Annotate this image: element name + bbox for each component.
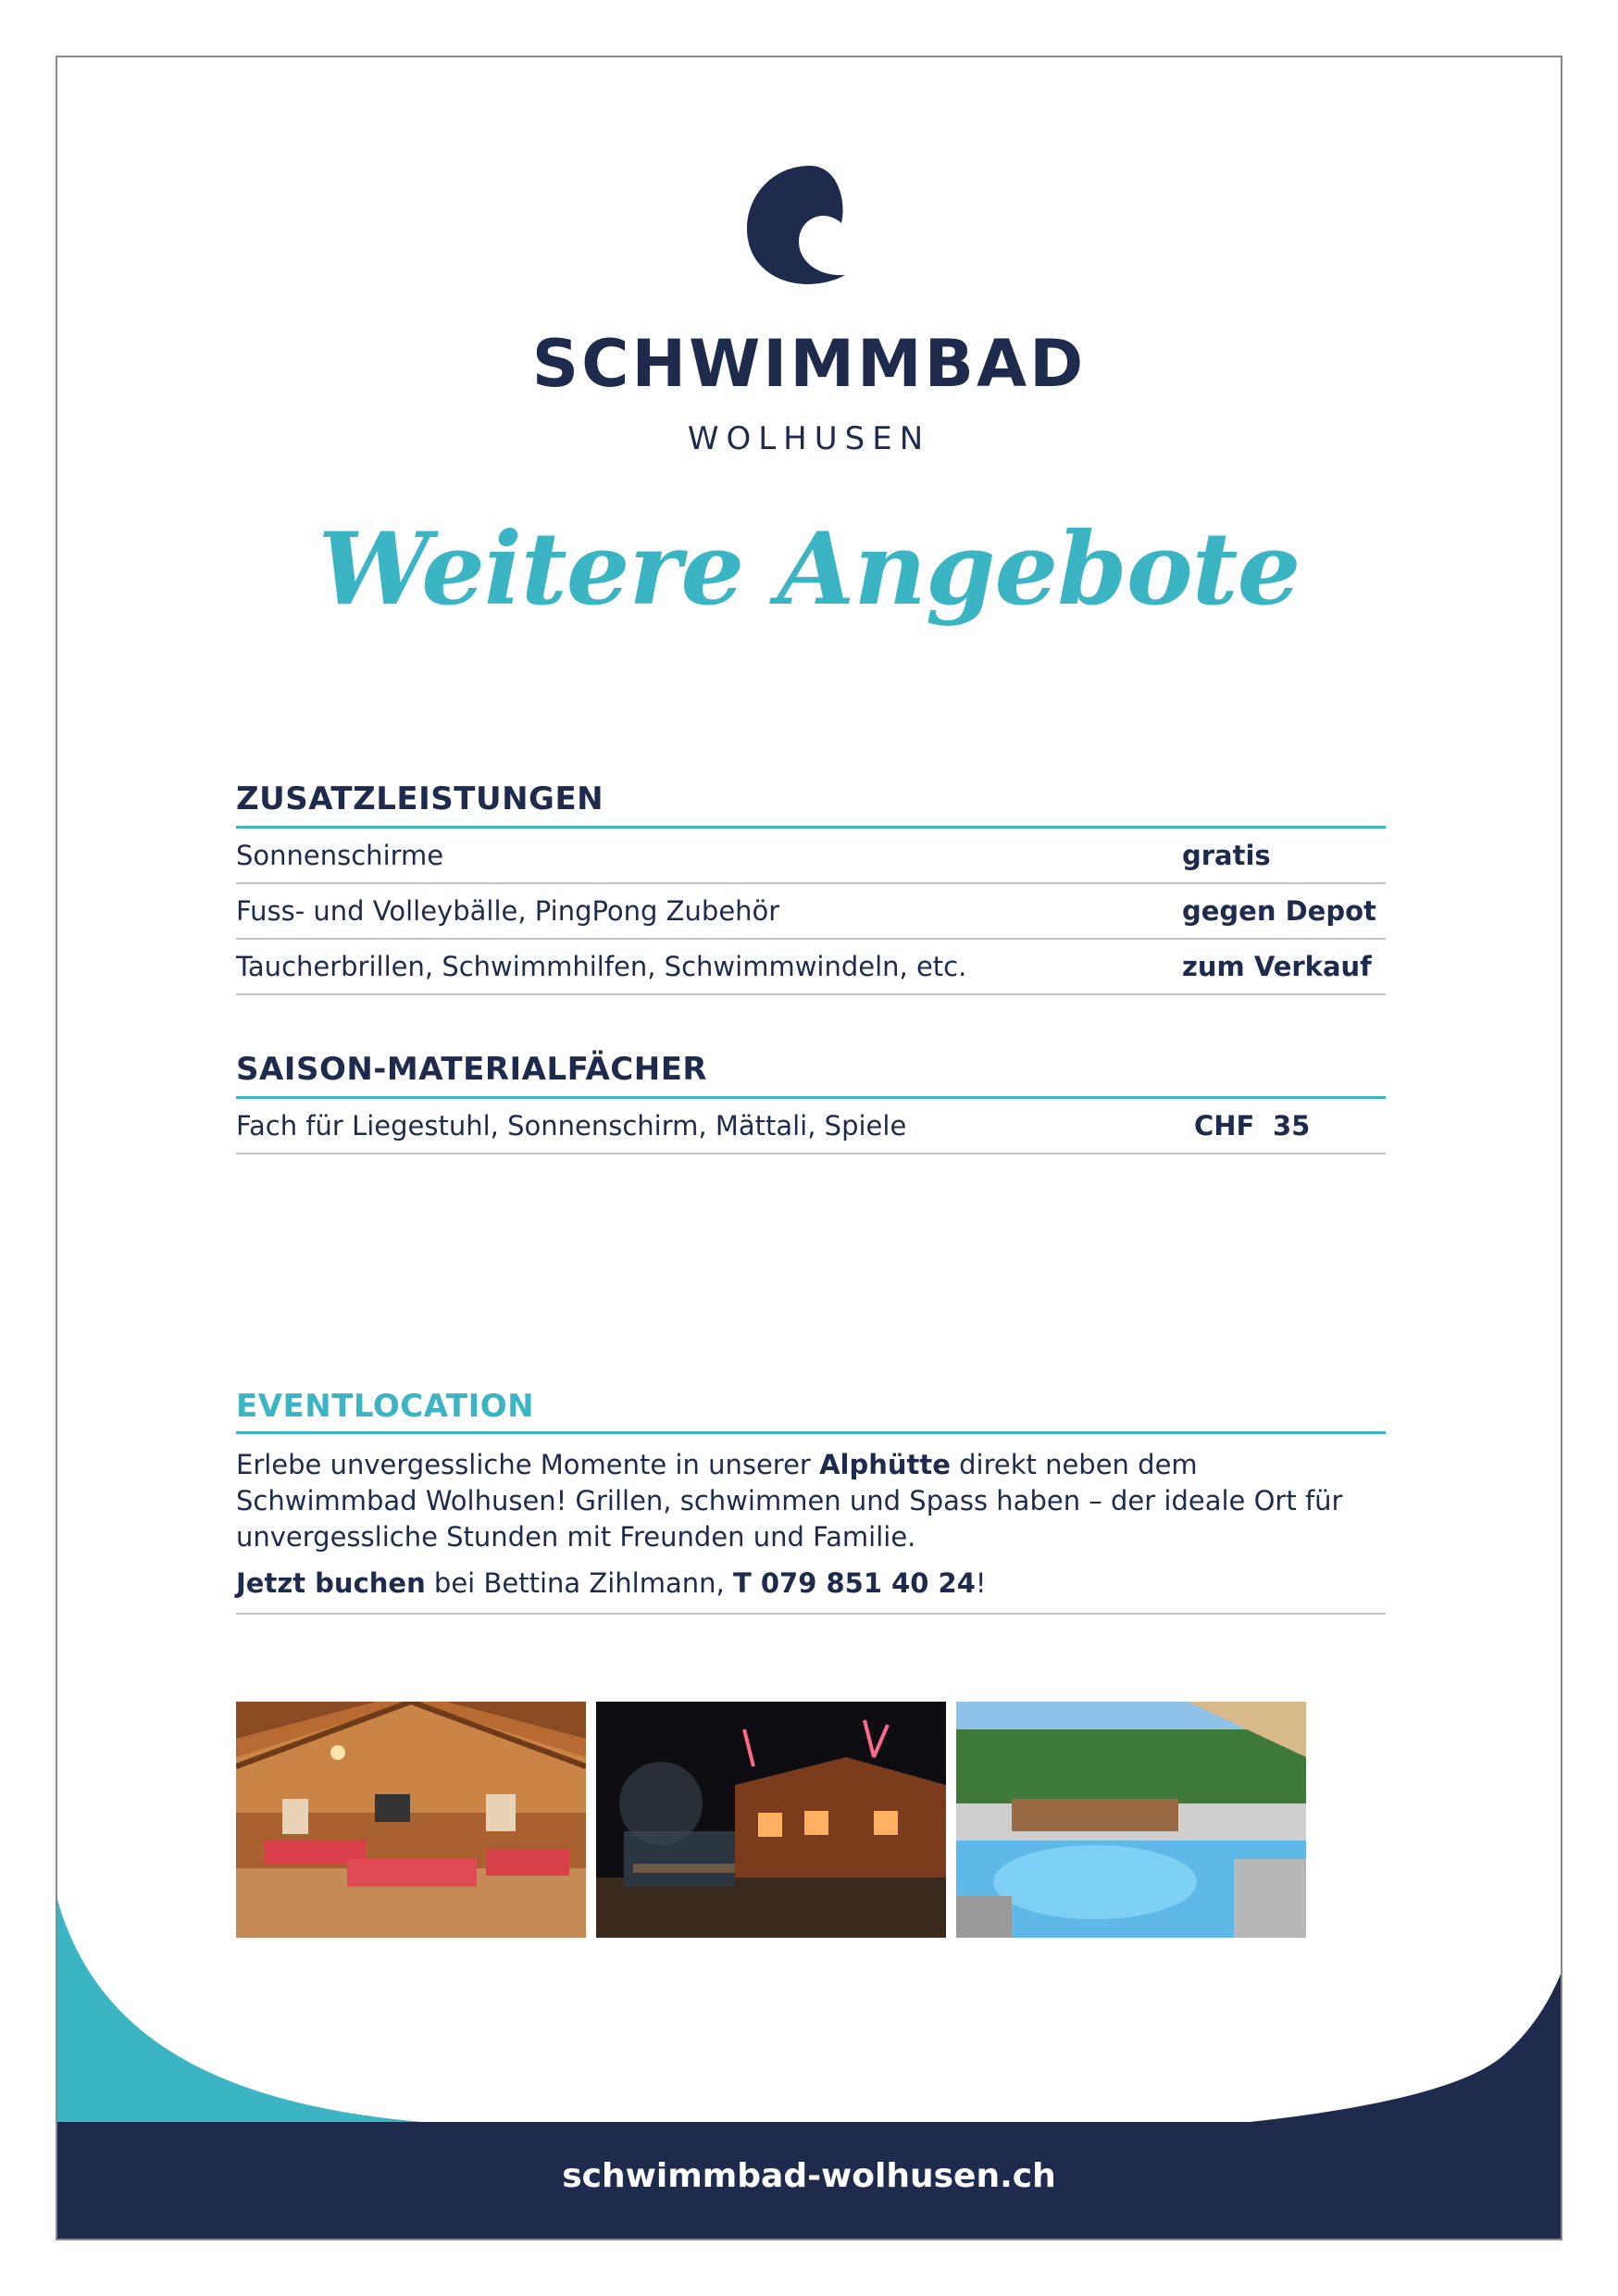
table-row — [236, 884, 1386, 940]
section-heading: ZUSATZLEISTUNGEN — [236, 780, 604, 817]
section-heading: SAISON-MATERIALFÄCHER — [236, 1051, 708, 1088]
event-text-bold: Alphütte — [819, 1449, 951, 1480]
row-label: Taucherbrillen, Schwimmhilfen, Schwimmwindeln, etc. — [236, 951, 967, 982]
section-saison-materialfaecher — [236, 1046, 1386, 1154]
booking-phone: T 079 851 40 24 — [732, 1567, 976, 1599]
brand-name: SCHWIMMBAD — [531, 326, 1087, 402]
row-label: Fuss- und Volleybälle, PingPong Zubehör — [236, 895, 780, 927]
row-label: Fach für Liegestuhl, Sonnenschirm, Mättali, Spiele — [236, 1110, 907, 1142]
row-currency: CHF — [1194, 1110, 1255, 1142]
booking-end: ! — [975, 1567, 987, 1599]
photo-alphuette-night — [596, 1702, 946, 1938]
booking-contact: bei Bettina Zihlmann, — [425, 1567, 733, 1599]
footer-bar — [57, 2122, 1561, 2240]
row-value: gegen Depot — [1182, 895, 1376, 927]
table-row — [236, 940, 1386, 995]
brand-subtitle: WOLHUSEN — [687, 420, 931, 457]
event-text: direkt neben dem Schwimmbad Wolhusen! Grillen, schwimmen und Spass haben – der ideale Ort für unvergessliche Stunden mit Freunden und Familie. — [236, 1449, 1343, 1553]
booking-line — [236, 1555, 1386, 1615]
website-link[interactable]: schwimmbad-wolhusen.ch — [562, 2157, 1056, 2195]
row-value: zum Verkauf — [1182, 951, 1372, 982]
page-frame — [56, 56, 1562, 2240]
table-row — [236, 829, 1386, 884]
section-heading: EVENTLOCATION — [236, 1388, 535, 1425]
row-amount: 35 — [1273, 1110, 1311, 1142]
table-row — [236, 1099, 1386, 1154]
wave-logo-icon — [745, 162, 847, 287]
section-zusatzleistungen — [236, 776, 1386, 995]
event-text: Erlebe unvergessliche Momente in unserer — [236, 1449, 820, 1480]
booking-call-to-action: Jetzt buchen — [236, 1567, 426, 1599]
row-label: Sonnenschirme — [236, 840, 444, 871]
row-value: gratis — [1182, 840, 1271, 871]
photo-alphuette-interior — [236, 1702, 586, 1938]
photo-pool-area — [956, 1702, 1306, 1938]
event-description — [236, 1434, 1386, 1555]
page-title: Weitere Angebote — [317, 511, 1301, 628]
section-eventlocation — [236, 1383, 1386, 1615]
